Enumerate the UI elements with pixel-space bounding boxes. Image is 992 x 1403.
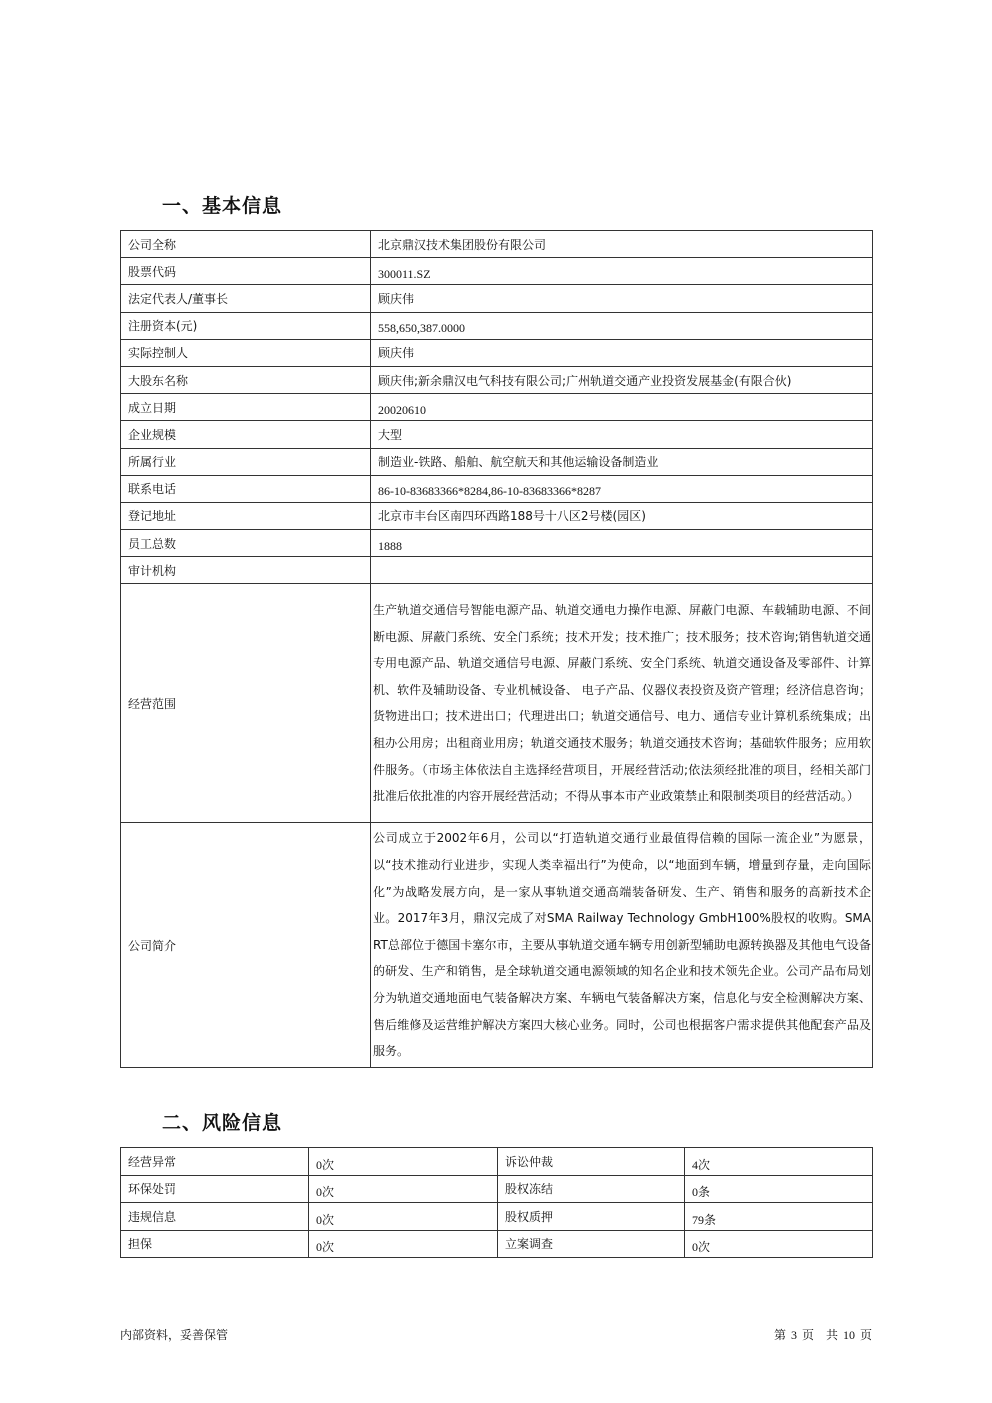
- table-row: [121, 584, 873, 823]
- risk-value: 0次: [316, 1240, 335, 1255]
- page-current: 3: [790, 1328, 797, 1342]
- field-value: 制造业-铁路、船舶、航空航天和其他运输设备制造业: [371, 448, 873, 475]
- field-label: 股票代码: [121, 258, 371, 285]
- risk-label: 环保处罚: [121, 1175, 309, 1203]
- field-value: 北京市丰台区南四环西路188号十八区2号楼(园区): [371, 502, 873, 529]
- table-row: [121, 421, 873, 448]
- risk-value: 0次: [316, 1185, 335, 1200]
- risk-value: 0次: [316, 1157, 335, 1172]
- field-label: 公司全称: [121, 231, 371, 258]
- risk-value: 4次: [692, 1157, 711, 1172]
- field-label: 成立日期: [121, 394, 371, 421]
- business-scope-text: 生产轨道交通信号智能电源产品、轨道交通电力操作电源、屏蔽门电源、车载辅助电源、不间断电源、屏蔽门系统、安全门系统；技术开发；技术推广；技术服务；技术咨询;销售轨道交通专用电源产品、轨道交通信号电源、屏蔽门系统、安全门系统、轨道交通设备及零部件、计算机、软件及辅助设备、专业机械设备、 电子产品、仪器仪表投资及资产管理；经济信息咨询；货物进出口；技术进出口；代理进出口；轨道交通信号、电力、通信专业计算机系统集成；出租办公用房；出租商业用房；轨道交通技术服务；轨道交通技术咨询；基础软件服务；应用软件服务。（市场主体依法自主选择经营项目，开展经营活动;依法须经批准的项目，经相关部门批准后依批准的内容开展经营活动；不得从事本市产业政策禁止和限制类项目的经营活动。）: [371, 584, 873, 823]
- field-label: 公司简介: [121, 823, 371, 1067]
- risk-value: 0次: [316, 1212, 335, 1227]
- table-row: [121, 557, 873, 584]
- field-value: 大型: [371, 421, 873, 448]
- field-label: 实际控制人: [121, 339, 371, 366]
- table-row: [121, 530, 873, 557]
- risk-info-table: [120, 1147, 873, 1258]
- table-row: [121, 1148, 873, 1176]
- field-value: 顾庆伟: [371, 339, 873, 366]
- field-label: 审计机构: [121, 557, 371, 584]
- field-label: 员工总数: [121, 530, 371, 557]
- risk-label: 立案调查: [498, 1230, 685, 1258]
- field-label: 注册资本(元): [121, 312, 371, 339]
- field-label: 大股东名称: [121, 366, 371, 393]
- table-row: [121, 502, 873, 529]
- table-row: [121, 285, 873, 312]
- field-value: 20020610: [378, 402, 426, 417]
- field-value: [371, 557, 873, 584]
- risk-label: 经营异常: [121, 1148, 309, 1176]
- risk-value: 0条: [692, 1185, 711, 1200]
- page-mid: 页 共: [801, 1328, 838, 1342]
- field-value: 北京鼎汉技术集团股份有限公司: [371, 231, 873, 258]
- table-row: [121, 448, 873, 475]
- risk-label: 违规信息: [121, 1203, 309, 1231]
- risk-label: 担保: [121, 1230, 309, 1258]
- page-total: 10: [842, 1328, 855, 1342]
- table-row: [121, 339, 873, 366]
- field-value: 558,650,387.0000: [378, 321, 465, 336]
- field-value: 300011.SZ: [378, 266, 431, 281]
- footer-confidential-note: 内部资料，妥善保管: [120, 1328, 229, 1342]
- table-row: [121, 258, 873, 285]
- basic-info-table: [120, 230, 873, 1068]
- field-label: 法定代表人/董事长: [121, 285, 371, 312]
- section-title-basic: 一、基本信息: [162, 195, 283, 217]
- field-value: 顾庆伟;新余鼎汉电气科技有限公司;广州轨道交通产业投资发展基金(有限合伙): [371, 366, 873, 393]
- risk-label: 诉讼仲裁: [498, 1148, 685, 1176]
- risk-value: 79条: [692, 1212, 717, 1227]
- field-label: 所属行业: [121, 448, 371, 475]
- table-row: [121, 475, 873, 502]
- table-row: [121, 231, 873, 258]
- field-label: 经营范围: [121, 584, 371, 823]
- company-profile-text: 公司成立于2002年6月，公司以“打造轨道交通行业最值得信赖的国际一流企业”为愿景，以“技术推动行业进步，实现人类幸福出行”为使命，以“地面到车辆，增量到存量，走向国际化”为战略发展方向，是一家从事轨道交通高端装备研发、生产、销售和服务的高新技术企业。2017年3月，鼎汉完成了对SMA Railway Technology GmbH100%股权的收购。SMA RT总部位于德国卡塞尔市，主要从事轨道交通车辆专用创新型辅助电源转换器及其他电气设备的研发、生产和销售，是全球轨道交通电源领域的知名企业和技术领先企业。公司产品布局划分为轨道交通地面电气装备解决方案、车辆电气装备解决方案，信息化与安全检测解决方案、售后维修及运营维护解决方案四大核心业务。同时，公司也根据客户需求提供其他配套产品及服务。: [371, 823, 873, 1067]
- table-row: [121, 823, 873, 1067]
- field-value: 86-10-83683366*8284,86-10-83683366*8287: [378, 484, 601, 499]
- risk-label: 股权质押: [498, 1203, 685, 1231]
- table-row: [121, 1230, 873, 1258]
- table-row: [121, 1203, 873, 1231]
- table-row: [121, 394, 873, 421]
- risk-label: 股权冻结: [498, 1175, 685, 1203]
- field-label: 企业规模: [121, 421, 371, 448]
- field-label: 联系电话: [121, 475, 371, 502]
- section-title-risk: 二、风险信息: [162, 1112, 283, 1134]
- risk-value: 0次: [692, 1240, 711, 1255]
- table-row: [121, 312, 873, 339]
- field-label: 登记地址: [121, 502, 371, 529]
- page-prefix: 第: [773, 1328, 786, 1342]
- field-value: 顾庆伟: [371, 285, 873, 312]
- footer-page-number: [774, 1326, 872, 1343]
- page-suffix: 页: [859, 1328, 872, 1342]
- field-value: 1888: [378, 538, 402, 553]
- table-row: [121, 1175, 873, 1203]
- table-row: [121, 366, 873, 393]
